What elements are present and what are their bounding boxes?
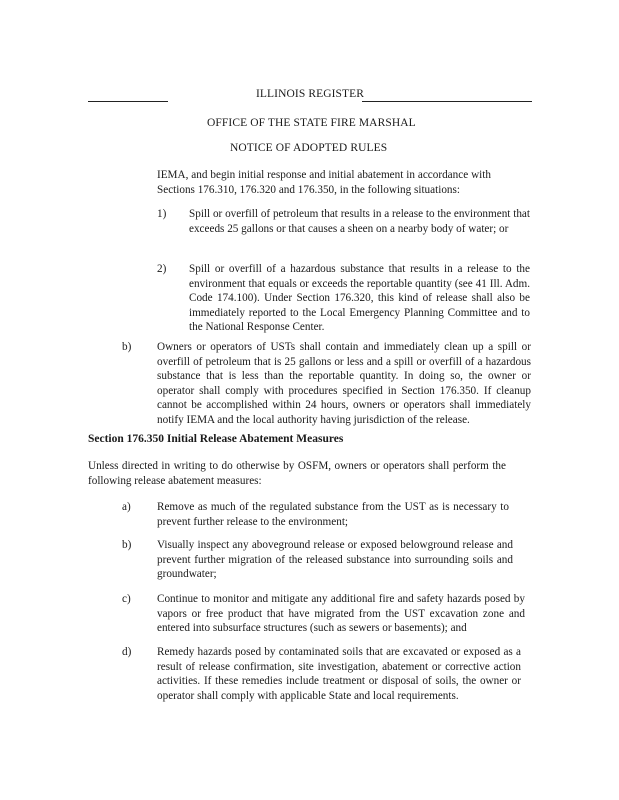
measure-c-marker: c) bbox=[122, 593, 131, 605]
register-title: ILLINOIS REGISTER bbox=[256, 88, 365, 100]
section-intro: Unless directed in writing to do otherwise by OSFM, owners or operators shall perform the following release abatement measures: bbox=[88, 460, 506, 487]
intro-paragraph: IEMA, and begin initial response and initial abatement in accordance with Sections 176.310, 176.320 and 176.350, in the following situations: bbox=[157, 169, 491, 196]
situation-2-marker: 2) bbox=[157, 263, 167, 275]
measure-a-marker: a) bbox=[122, 501, 131, 513]
section-heading: Section 176.350 Initial Release Abatement Measures bbox=[88, 433, 344, 445]
situation-1-text: Spill or overfill of petroleum that results in a release to the environment that exceeds 25 gallons or that causes a sheen on a nearby body of water; or bbox=[189, 208, 530, 235]
situation-1-marker: 1) bbox=[157, 208, 167, 220]
header-rule-left bbox=[88, 101, 168, 102]
measure-b-text: Visually inspect any aboveground release or exposed belowground release and prevent further migration of the released substance into surrounding soils and groundwater; bbox=[157, 539, 513, 581]
notice-title: NOTICE OF ADOPTED RULES bbox=[230, 142, 388, 154]
item-b-text: Owners or operators of USTs shall contain and immediately clean up a spill or overfill of petroleum that is 25 gallons or less and a spill or overfill of a hazardous substance that is less than the reportable quantity. In doing so, the owner or operator shall comply with procedures specified in Section 176.350. If cleanup cannot be accomplished within 24 hours, owners or operators shall immediately notify IEMA and the local authority having jurisdiction of the release. bbox=[157, 341, 531, 426]
measure-c-text: Continue to monitor and mitigate any additional fire and safety hazards posed by vapors or free product that have migrated from the UST excavation zone and entered into subsurface structures (such as sewers or basements); and bbox=[157, 593, 525, 635]
measure-d-text: Remedy hazards posed by contaminated soils that are excavated or exposed as a result of release confirmation, site investigation, abatement or corrective action activities. If these remedies include treatment or disposal of soils, the owner or operator shall comply with applicable State and local requirements. bbox=[157, 646, 521, 702]
measure-d-marker: d) bbox=[122, 646, 132, 658]
agency-name: OFFICE OF THE STATE FIRE MARSHAL bbox=[207, 117, 416, 129]
item-b-marker: b) bbox=[122, 341, 132, 353]
situation-2-text: Spill or overfill of a hazardous substance that results in a release to the environment that equals or exceeds the reportable quantity (see 41 Ill. Adm. Code 174.100). Under Section 176.320, this kind of release shall also be immediately reported to the Local Emergency Planning Committee and to the National Response Center. bbox=[189, 263, 530, 334]
header-rule-right bbox=[362, 101, 532, 102]
measure-b-marker: b) bbox=[122, 539, 132, 551]
measure-a-text: Remove as much of the regulated substance from the UST as is necessary to prevent further release to the environment; bbox=[157, 501, 509, 528]
